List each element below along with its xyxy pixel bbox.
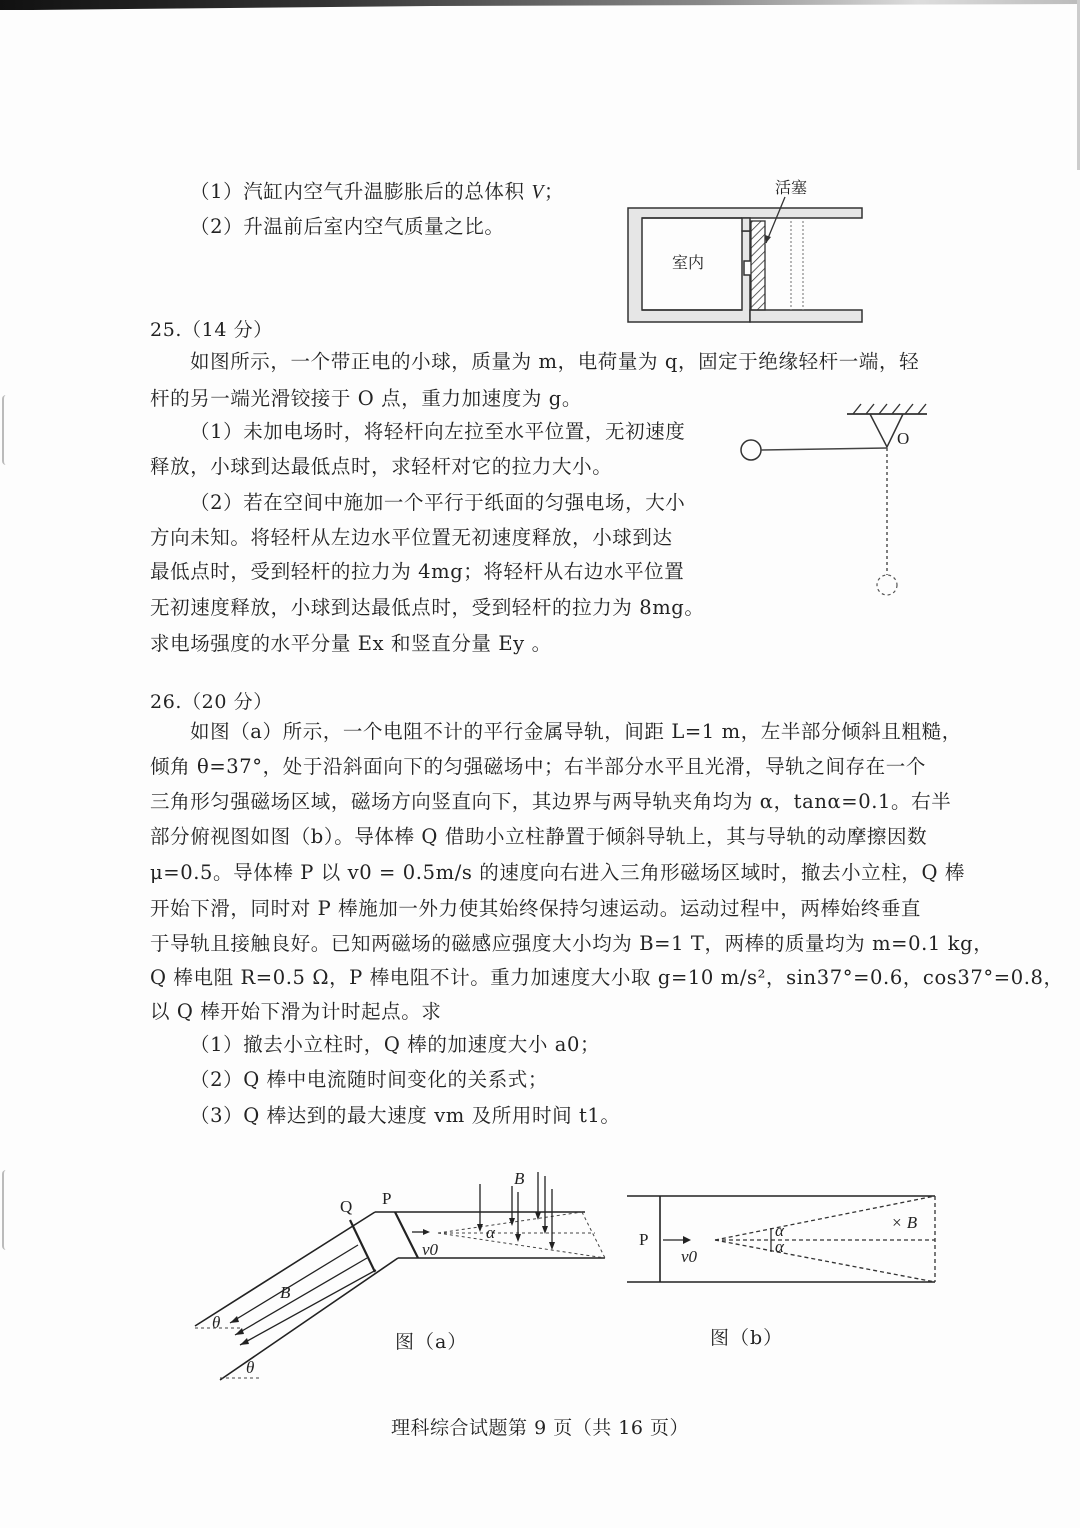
- q26-part-2: （2）Q 棒中电流随时间变化的关系式；: [190, 1068, 548, 1091]
- label-alpha-upper: α: [775, 1221, 784, 1240]
- room-label: 室内: [672, 253, 705, 272]
- part-label: （1）: [190, 180, 244, 203]
- rod: [761, 448, 887, 450]
- q26-line-5: μ=0.5。导体棒 P 以 v0 = 0.5m/s 的速度向右进入三角形磁场区域时，撤去小立柱，Q 棒: [150, 861, 965, 884]
- margin-mark: [2, 395, 14, 465]
- label-P: P: [639, 1230, 649, 1249]
- piston: [751, 221, 765, 310]
- question-number: 26.: [150, 691, 183, 713]
- var-V: V: [531, 182, 544, 203]
- q25-part-2d: 无初速度释放，小球到达最低点时，受到轻杆的拉力为 8mg。: [150, 596, 705, 619]
- question-number: 25.: [150, 319, 183, 341]
- label-alpha: α: [486, 1223, 495, 1242]
- q26-line-1: 如图（a）所示，一个电阻不计的平行金属导轨，间距 L=1 m，左半部分倾斜且粗糙，: [190, 720, 962, 743]
- label-Q: Q: [340, 1197, 353, 1216]
- punct: ；: [543, 180, 565, 203]
- q26-line-8: Q 棒电阻 R=0.5 Ω，P 棒电阻不计。重力加速度大小取 g=10 m/s²，sin37°=0.6，cos37°=0.8，: [150, 966, 1064, 989]
- q26-line-2: 倾角 θ=37°，处于沿斜面向下的匀强磁场中；右半部分水平且光滑，导轨之间存在一个: [150, 755, 926, 778]
- q25-part-1a: （1）未加电场时，将轻杆向左拉至水平位置，无初速度: [190, 420, 686, 443]
- part-text: 升温前后室内空气质量之比。: [243, 215, 505, 238]
- label-P: P: [382, 1189, 392, 1208]
- q25-part-2b: 方向未知。将轻杆从左边水平位置无初速度释放，小球到达: [150, 526, 673, 549]
- part-text: 汽缸内空气升温膨胀后的总体积: [243, 180, 525, 203]
- rod-pendulum-figure: [735, 400, 935, 600]
- figure-b-topview: [625, 1190, 945, 1290]
- scan-top-edge: [0, 0, 1080, 10]
- figure-b-caption: 图（b）: [710, 1327, 784, 1349]
- q26-line-4: 部分俯视图如图（b）。导体棒 Q 借助小立柱静置于倾斜导轨上，其与导轨的动摩擦因数: [150, 825, 928, 848]
- q25-header: [150, 318, 273, 342]
- q26-line-6: 开始下滑，同时对 P 棒施加一外力使其始终保持匀速运动。运动过程中，两棒始终垂直: [150, 897, 922, 920]
- label-v0: v0: [681, 1247, 698, 1266]
- q25-part-2e: 求电场强度的水平分量 Ex 和竖直分量 Ey 。: [150, 632, 552, 655]
- q26-line-3: 三角形匀强磁场区域，磁场方向竖直向下，其边界与两导轨夹角均为 α，tanα=0.1。右半: [150, 790, 952, 813]
- q24-part-2: [190, 215, 505, 239]
- margin-mark: [2, 1170, 14, 1250]
- page-footer: 理科综合试题第 9 页（共 16 页）: [391, 1417, 689, 1439]
- label-B-slope: B: [280, 1283, 291, 1302]
- q25-intro-2: 杆的另一端光滑铰接于 O 点，重力加速度为 g。: [150, 387, 582, 410]
- label-theta-lower: θ: [246, 1358, 255, 1377]
- q24-part-1: [190, 180, 564, 205]
- label-v0: v0: [422, 1240, 439, 1259]
- q25-part-1b: 释放，小球到达最低点时，求轻杆对它的拉力大小。: [150, 455, 613, 478]
- question-score: （14 分）: [182, 319, 273, 341]
- rod-P: [395, 1212, 418, 1258]
- q26-header: [150, 690, 273, 714]
- label-B-vertical: B: [514, 1169, 525, 1188]
- label-B-into-page: × B: [891, 1213, 918, 1232]
- label-alpha-lower: α: [775, 1237, 784, 1256]
- q26-line-7: 于导轨且接触良好。已知两磁场的磁感应强度大小均为 B=1 T，两棒的质量均为 m=0.1 kg，: [150, 932, 994, 955]
- rod-Q: [350, 1220, 375, 1272]
- ball: [741, 440, 761, 460]
- q25-intro-1: 如图所示，一个带正电的小球，质量为 m，电荷量为 q，固定于绝缘轻杆一端，轻: [190, 350, 920, 373]
- question-score: （20 分）: [182, 691, 273, 713]
- q26-part-3: （3）Q 棒达到的最大速度 vm 及所用时间 t1。: [190, 1104, 621, 1127]
- part-label: （2）: [190, 215, 244, 238]
- figure-a-rails: [190, 1160, 610, 1390]
- figure-a-caption: 图（a）: [395, 1331, 468, 1353]
- q26-line-9: 以 Q 棒开始下滑为计时起点。求: [150, 1000, 442, 1023]
- q25-part-2c: 最低点时，受到轻杆的拉力为 4mg；将轻杆从右边水平位置: [150, 560, 685, 583]
- q26-part-1: （1）撤去小立柱时，Q 棒的加速度大小 a0；: [190, 1033, 601, 1056]
- q25-part-2a: （2）若在空间中施加一个平行于纸面的匀强电场，大小: [190, 491, 686, 514]
- cylinder-figure: [620, 175, 880, 330]
- label-theta-upper: θ: [212, 1313, 221, 1332]
- pivot-label-O: O: [897, 429, 910, 448]
- piston-label: 活塞: [775, 178, 808, 197]
